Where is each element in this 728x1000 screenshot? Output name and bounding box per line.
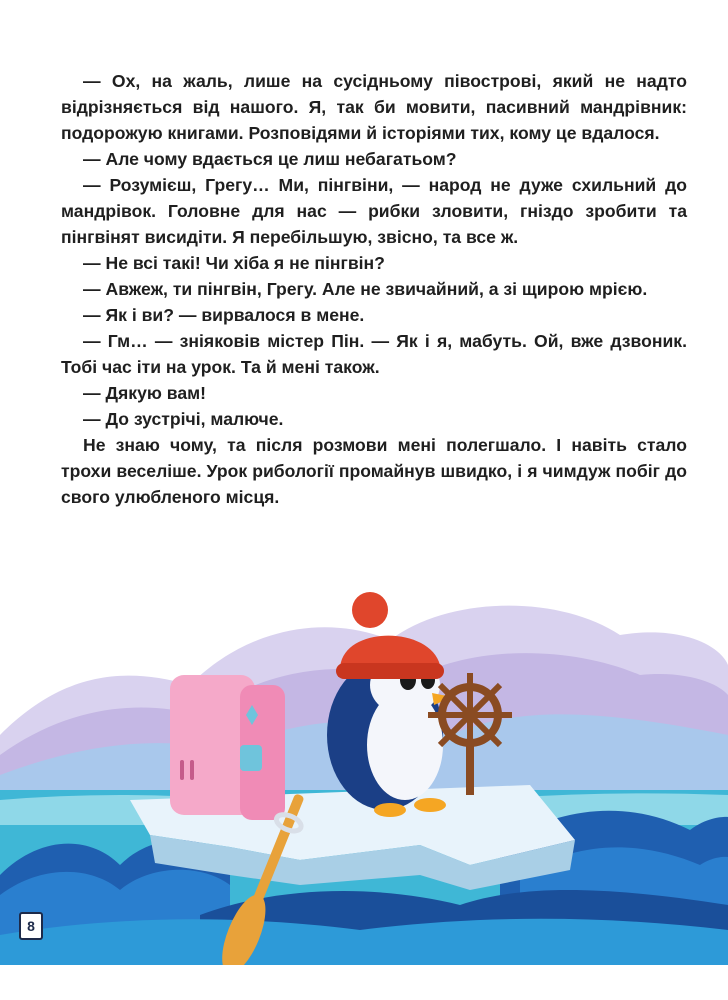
paragraph: Не знаю чому, та після розмови мені полегшало. І навіть стало трохи веселіше. Урок рибології промайнув швидко, і я чимдуж побіг до свого улюбленого місця.: [61, 435, 687, 507]
paragraph: — Авжеж, ти пінгвін, Грегу. Але не звичайний, а зі щирою мрією.: [83, 279, 648, 299]
paragraph: — Як і ви? — вирвалося в мене.: [83, 305, 365, 325]
paragraph: — Не всі такі! Чи хіба я не пінгвін?: [83, 253, 385, 273]
fridge: [170, 675, 285, 820]
paragraph: — Але чому вдається це лиш небагатьом?: [83, 149, 457, 169]
story-text: [61, 68, 687, 510]
paragraph: — Гм… — зніяковів містер Пін. — Як і я, мабуть. Ой, вже дзвоник. Тобі час іти на урок. Та й мені також.: [61, 331, 687, 377]
penguin-on-ice-illustration: [0, 585, 728, 965]
paragraph: — Розумієш, Грегу… Ми, пінгвіни, — народ не дуже схильний до мандрівок. Головне для нас — рибки зловити, гніздо зробити та пінгвінят висидіти. Я перебільшую, звісно, та все ж.: [61, 175, 687, 247]
page-number: 8: [19, 912, 43, 940]
paragraph: — Дякую вам!: [83, 383, 207, 403]
paragraph: — До зустрічі, малюче.: [83, 409, 284, 429]
paragraph: — Ох, на жаль, лише на сусідньому півострові, який не надто відрізняється від нашого. Я, так би мовити, пасивний мандрівник: подорожую книгами. Розповідями й історіями тих, кому це вдалося.: [61, 71, 687, 143]
